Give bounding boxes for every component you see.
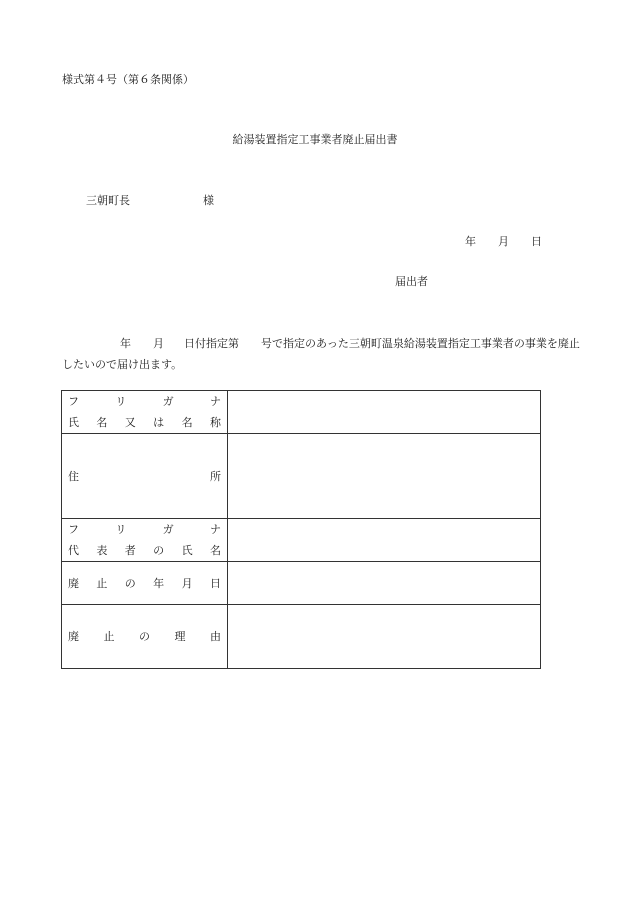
- abolish-date-value-cell[interactable]: [228, 562, 541, 605]
- table-row: [62, 605, 541, 669]
- table-row: [62, 434, 541, 519]
- date-day-label: 日: [531, 235, 542, 248]
- address-value-cell[interactable]: [228, 434, 541, 519]
- body-month-label: 月: [153, 337, 164, 350]
- abolish-reason-label-cell: [62, 605, 228, 669]
- form-number: 様式第４号（第６条関係）: [62, 73, 194, 86]
- abolish-reason-label: 廃 止 の 理 由: [68, 630, 221, 643]
- address-label-cell: [62, 434, 228, 519]
- name-or-title-label: 氏 名 又 は 名 称: [68, 416, 221, 429]
- furigana-label: フ リ ガ ナ: [68, 395, 221, 408]
- addressee-name: 三朝町長: [86, 194, 130, 207]
- addressee-suffix: 様: [203, 194, 214, 207]
- date-year-label: 年: [465, 235, 476, 248]
- notification-form-table: [61, 390, 541, 669]
- date-month-label: 月: [498, 235, 509, 248]
- representative-value-cell[interactable]: [228, 519, 541, 562]
- table-row: [62, 519, 541, 562]
- notifier-label: 届出者: [395, 275, 428, 288]
- body-paragraph: [62, 333, 582, 375]
- table-row: [62, 562, 541, 605]
- name-value-cell[interactable]: [228, 391, 541, 434]
- document-title: 給湯装置指定工事業者廃止届出書: [232, 133, 398, 146]
- address-label: 住 所: [68, 469, 221, 483]
- representative-label-cell: [62, 519, 228, 562]
- representative-name-label: 代 表 者 の 氏 名: [68, 544, 221, 557]
- abolish-date-label-cell: [62, 562, 228, 605]
- body-year-label: 年: [120, 337, 131, 350]
- submission-date: [465, 233, 542, 249]
- abolish-date-label: 廃 止 の 年 月 日: [68, 576, 221, 590]
- body-text-a: 日付指定第: [184, 337, 239, 350]
- name-label-cell: [62, 391, 228, 434]
- table-row: [62, 391, 541, 434]
- body-text-b: 号で指定のあった三朝町温泉給湯装置指定工事業者の事業を廃止したいので届け出ます。: [62, 337, 580, 371]
- rep-furigana-label: フ リ ガ ナ: [68, 523, 221, 536]
- abolish-reason-value-cell[interactable]: [228, 605, 541, 669]
